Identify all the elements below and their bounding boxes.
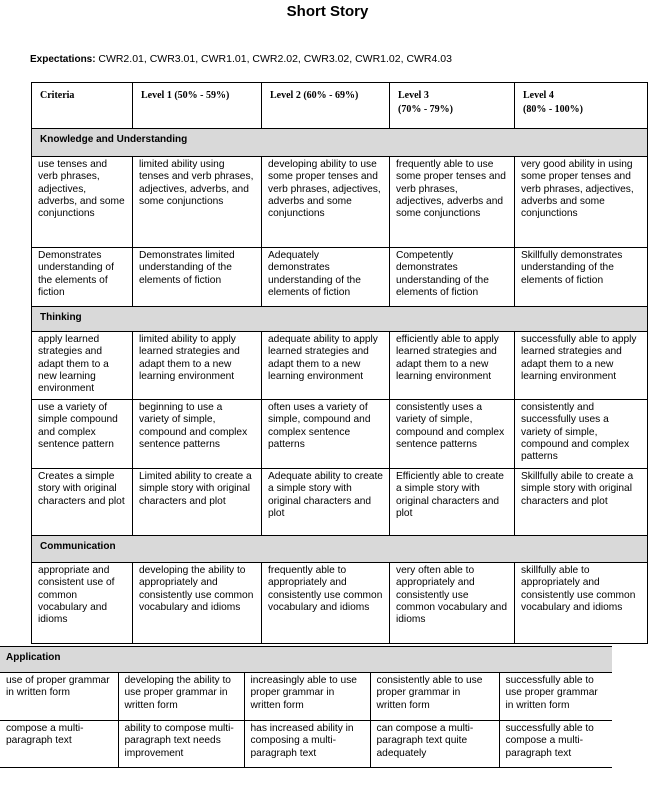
header-criteria: Criteria — [32, 83, 133, 129]
table-cell: compose a multi-paragraph text — [0, 721, 118, 768]
application-table — [0, 646, 612, 768]
table-cell: beginning to use a variety of simple, compound and complex sentence patterns — [133, 400, 262, 469]
section-title: Communication — [32, 536, 648, 563]
table-cell: frequently able to use some proper tenses and verb phrases, adjectives, adverbs and some conjunctions — [390, 157, 515, 248]
table-row — [32, 157, 648, 248]
table-cell: Demonstrates limited understanding of the elements of fiction — [133, 248, 262, 307]
table-cell: Competently demonstrates understanding of the elements of fiction — [390, 248, 515, 307]
table-cell: increasingly able to use proper grammar in written form — [244, 673, 370, 721]
table-cell: apply learned strategies and adapt them to a new learning environment — [32, 332, 133, 400]
table-cell: limited ability to apply learned strategies and adapt them to a new learning environment — [133, 332, 262, 400]
table-cell: limited ability using tenses and verb phrases, adjectives, adverbs, and some conjunctions — [133, 157, 262, 248]
table-cell: adequate ability to apply learned strategies and adapt them to a new learning environment — [262, 332, 390, 400]
table-cell: successfully able to compose a multi-paragraph text — [499, 721, 612, 768]
table-cell: use a variety of simple compound and complex sentence pattern — [32, 400, 133, 469]
table-row — [0, 721, 612, 768]
table-cell: Adequate ability to create a simple story with original characters and plot — [262, 469, 390, 536]
table-cell: Efficiently able to create a simple story with original characters and plot — [390, 469, 515, 536]
table-cell: Demonstrates understanding of the elements of fiction — [32, 248, 133, 307]
section-title: Knowledge and Understanding — [32, 129, 648, 157]
header-level-3-title: Level 3 — [398, 90, 429, 101]
table-cell: consistently uses a variety of simple, compound and complex sentence patterns — [390, 400, 515, 469]
table-cell: very good ability in using some proper tenses and verb phrases, adjectives, adverbs and some conjunctions — [515, 157, 648, 248]
table-cell: often uses a variety of simple, compound and complex sentence patterns — [262, 400, 390, 469]
rubric-table — [31, 82, 648, 644]
table-cell: use of proper grammar in written form — [0, 673, 118, 721]
table-cell: has increased ability in composing a multi-paragraph text — [244, 721, 370, 768]
table-row — [32, 332, 648, 400]
table-cell: Adequately demonstrates understanding of the elements of fiction — [262, 248, 390, 307]
table-cell: successfully able to use proper grammar in written form — [499, 673, 612, 721]
table-cell: very often able to appropriately and consistently use common vocabulary and idioms — [390, 563, 515, 644]
section-row — [32, 536, 648, 563]
section-title: Application — [0, 647, 612, 673]
header-level-3 — [390, 83, 515, 129]
table-cell: consistently and successfully uses a variety of simple, compound and complex patterns — [515, 400, 648, 469]
table-cell: Skillfully abile to create a simple story with original characters and plot — [515, 469, 648, 536]
table-cell: developing the ability to appropriately and consistently use common vocabulary and idioms — [133, 563, 262, 644]
table-row — [32, 248, 648, 307]
table-cell: Creates a simple story with original characters and plot — [32, 469, 133, 536]
page-title: Short Story — [286, 3, 369, 20]
section-row — [32, 129, 648, 157]
expectations-codes: CWR2.01, CWR3.01, CWR1.01, CWR2.02, CWR3.02, CWR1.02, CWR4.03 — [98, 53, 452, 65]
header-level-4 — [515, 83, 648, 129]
table-cell: consistently able to use proper grammar in written form — [370, 673, 499, 721]
table-cell: skillfully able to appropriately and consistently use common vocabulary and idioms — [515, 563, 648, 644]
table-cell: developing the ability to use proper grammar in written form — [118, 673, 244, 721]
header-level-4-range: (80% - 100%) — [523, 104, 583, 115]
table-row — [32, 563, 648, 644]
expectations-line — [30, 53, 452, 65]
table-cell: can compose a multi-paragraph text quite adequately — [370, 721, 499, 768]
table-row — [0, 673, 612, 721]
table-cell: developing ability to use some proper tenses and verb phrases, adjectives, adverbs and some conjunctions — [262, 157, 390, 248]
table-row — [32, 400, 648, 469]
section-title: Thinking — [32, 307, 648, 332]
table-cell: successfully able to apply learned strategies and adapt them to a new learning environment — [515, 332, 648, 400]
table-cell: efficiently able to apply learned strategies and adapt them to a new learning environment — [390, 332, 515, 400]
section-row — [0, 647, 612, 673]
table-cell: ability to compose multi- paragraph text needs improvement — [118, 721, 244, 768]
header-row — [32, 83, 648, 129]
header-level-4-title: Level 4 — [523, 90, 554, 101]
table-cell: Limited ability to create a simple story with original characters and plot — [133, 469, 262, 536]
table-cell: Skillfully demonstrates understanding of the elements of fiction — [515, 248, 648, 307]
expectations-label: Expectations: — [30, 54, 96, 65]
table-cell: frequently able to appropriately and consistently use common vocabulary and idioms — [262, 563, 390, 644]
table-row — [32, 469, 648, 536]
header-level-3-range: (70% - 79%) — [398, 104, 453, 115]
header-level-2: Level 2 (60% - 69%) — [262, 83, 390, 129]
section-row — [32, 307, 648, 332]
table-cell: use tenses and verb phrases, adjectives, adverbs, and some conjunctions — [32, 157, 133, 248]
table-cell: appropriate and consistent use of common vocabulary and idioms — [32, 563, 133, 644]
header-level-1: Level 1 (50% - 59%) — [133, 83, 262, 129]
